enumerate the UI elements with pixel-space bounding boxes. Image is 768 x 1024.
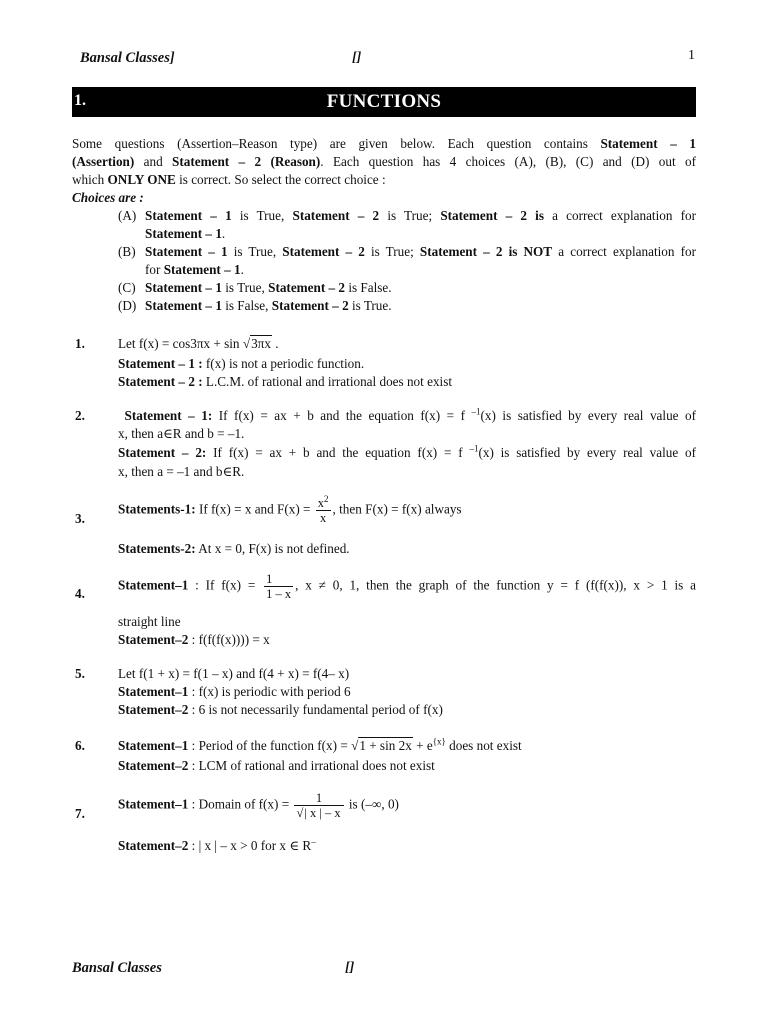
choice-b-label: (B) <box>118 244 136 259</box>
q1-statement-2: Statement – 2 : L.C.M. of rational and irrational does not exist <box>118 374 453 389</box>
choice-a-line-2: Statement – 1. <box>145 226 226 241</box>
footer-middle: [] <box>345 960 355 975</box>
q4-statement-1-line-2: straight line <box>118 614 181 629</box>
q3-fraction: $\frac{x^2}{x}$ <box>317 493 329 525</box>
q7-number: 7. <box>75 806 85 821</box>
q7-statement-2: Statement–2 : | x | – x > 0 for x ∈ R– <box>118 836 316 853</box>
q6-statement-2: Statement–2 : LCM of rational and irrational does not exist <box>118 758 435 773</box>
intro-line-1: Some questions (Assertion–Reason type) are given below. Each question contains Statement – 1 <box>72 136 696 151</box>
choices-heading: Choices are : <box>72 190 144 205</box>
q4-statement-1-line-1: Statement–1 : If f(x) = $\frac{1}{1 - x}$ , x ≠ 0, 1, then the graph of the function y = f (f(f(x)), x > 1 is a <box>118 572 696 601</box>
q3-number: 3. <box>75 511 85 526</box>
q2-statement-1-line-1: Statement – 1: If f(x) = ax + b and the equation f(x) = f $^{-1}$(x) is satisfied by every real value of <box>124 406 697 423</box>
q5-number: 5. <box>75 666 85 681</box>
q4-number: 4. <box>75 586 85 601</box>
header-middle: [] <box>352 50 362 65</box>
header-brand: Bansal Classes] <box>80 50 175 66</box>
q2-number: 2. <box>75 408 85 423</box>
intro-line-3: which ONLY ONE is correct. So select the correct choice : <box>72 172 386 187</box>
q5-text: Let f(1 + x) = f(1 – x) and f(4 + x) = f(4– x) <box>118 666 350 681</box>
q6-number: 6. <box>75 738 85 753</box>
q2-statement-2-line-2: x, then a = –1 and b∈R. <box>118 464 245 479</box>
q3-statement-1: Statements-1: If f(x) = x and F(x) = $\frac{x^2}{x}$ , then F(x) = f(x) always <box>118 493 462 525</box>
q5-statement-1: Statement–1 : f(x) is periodic with period 6 <box>118 684 351 699</box>
choice-a-line-1: Statement – 1 is True, Statement – 2 is True; Statement – 2 is a correct explanation for <box>145 208 696 223</box>
q7-fraction: $\frac{1}{√| x | - x}$ <box>294 791 343 820</box>
q4-fraction: $\frac{1}{1 - x}$ <box>266 572 292 601</box>
title-bar <box>72 87 696 117</box>
q5-statement-2: Statement–2 : 6 is not necessarily fundamental period of f(x) <box>118 702 443 717</box>
q7-statement-1: Statement–1 : Domain of f(x) = $\frac{1}{√| x | - x}$ is (–∞, 0) <box>118 791 399 820</box>
q2-statement-1-line-2: x, then a∈R and b = –1. <box>118 426 245 441</box>
intro-line-2: (Assertion) and Statement – 2 (Reason). Each question has 4 choices (A), (B), (C) and (D) out of <box>72 154 696 169</box>
q1-text: Let f(x) = cos3πx + sin √3πx . <box>118 336 279 351</box>
q6-statement-1: Statement–1 : Period of the function $f(x) = √1 + \sin 2x + e^{\{x\}}$ does not exist <box>118 736 522 753</box>
q3-statement-2: Statements-2: At x = 0, F(x) is not defined. <box>118 541 350 556</box>
choice-d-text: Statement – 1 is False, Statement – 2 is True. <box>145 298 392 313</box>
footer-brand: Bansal Classes <box>72 960 162 976</box>
choice-d-label: (D) <box>118 298 137 313</box>
choice-a-label: (A) <box>118 208 137 223</box>
page-number: 1 <box>688 48 695 63</box>
choice-c-text: Statement – 1 is True, Statement – 2 is False. <box>145 280 392 295</box>
choice-b-line-1: Statement – 1 is True, Statement – 2 is True; Statement – 2 is NOT a correct explanation for <box>145 244 696 259</box>
q1-statement-1: Statement – 1 : f(x) is not a periodic function. <box>118 356 365 371</box>
choice-c-label: (C) <box>118 280 136 295</box>
q2-statement-2-line-1: Statement – 2: If f(x) = ax + b and the equation f(x) = f $^{-1}$(x) is satisfied by every real value of <box>118 443 696 460</box>
q1-number: 1. <box>75 336 85 351</box>
chapter-number: 1. <box>74 92 86 109</box>
chapter-title: FUNCTIONS <box>326 91 442 112</box>
q4-statement-2: Statement–2 : f(f(f(x)))) = x <box>118 632 270 647</box>
choice-b-line-2: for Statement – 1. <box>145 262 244 277</box>
